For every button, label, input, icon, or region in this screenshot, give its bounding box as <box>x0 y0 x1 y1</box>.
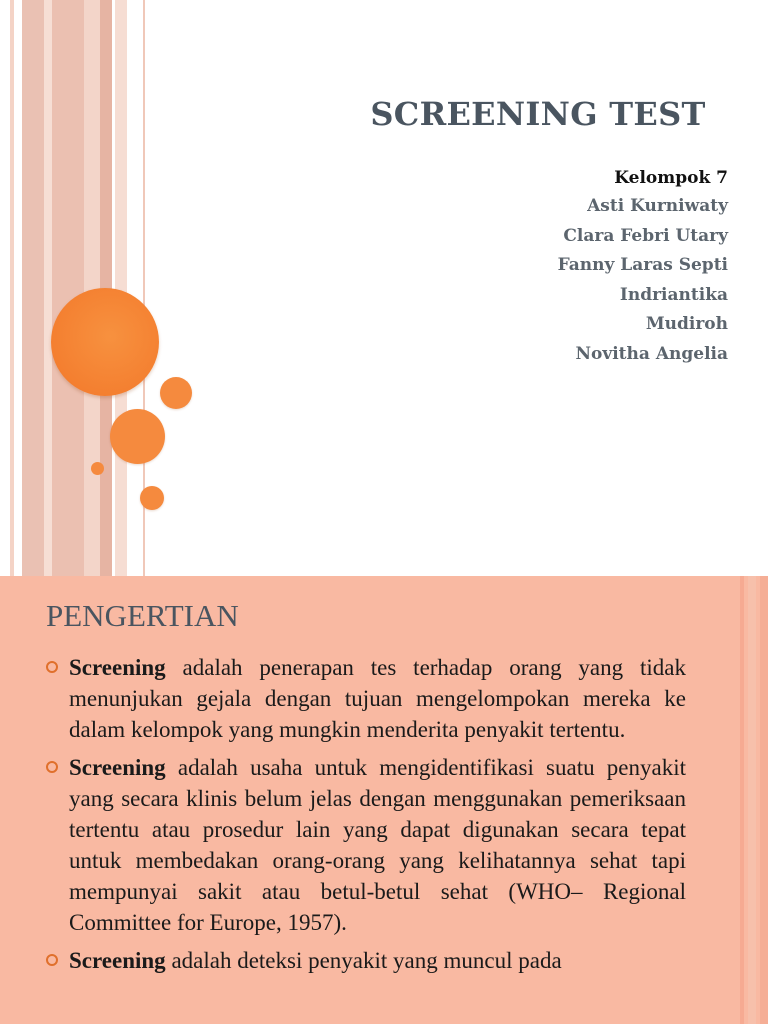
bullet-item <box>46 752 686 938</box>
ring-bullet-icon <box>46 954 58 966</box>
decorative-stripe <box>10 0 14 576</box>
decorative-circle <box>140 486 164 510</box>
bullet-lead-term: Screening <box>69 655 166 680</box>
decorative-circle-small <box>91 462 104 475</box>
bullet-list <box>46 652 686 983</box>
decorative-stripe <box>52 0 84 576</box>
bullet-text: adalah penerapan tes terhadap orang yang tidak menunjukan gejala dengan tujuan mengelompokan mereka ke dalam kelompok yang mungkin menderita penyakit tertentu. <box>69 655 686 742</box>
group-name: Kelompok 7 <box>614 168 728 188</box>
bullet-lead-term: Screening <box>69 755 166 780</box>
slide-title: SCREENING TEST <box>370 95 706 133</box>
bullet-text: adalah deteksi penyakit yang muncul pada <box>165 948 562 973</box>
decorative-circle <box>160 377 192 409</box>
slide-heading: PENGERTIAN <box>46 598 239 633</box>
bullet-item <box>46 945 686 976</box>
member-name: Indriantika <box>619 284 728 305</box>
decorative-stripe <box>44 0 52 576</box>
bullet-text: adalah usaha untuk mengidentifikasi suatu penyakit yang secara klinis belum jelas dengan menggunakan pemeriksaan tertentu atau prosedur lain yang dapat digunakan secara tepat untuk membedakan orang-orang yang kelihatannya sehat tapi mempunyai sakit atau betul-betul sehat (WHO– Regional Committee for Europe, 1957). <box>69 755 686 935</box>
member-name: Mudiroh <box>645 314 728 334</box>
definition-slide <box>0 576 768 1024</box>
decorative-circle-large <box>51 288 159 396</box>
member-name: Novitha Angelia <box>575 343 728 364</box>
ring-bullet-icon <box>46 661 58 673</box>
bullet-lead-term: Screening <box>69 948 166 973</box>
decorative-stripe <box>740 576 744 1024</box>
bullet-item <box>46 652 686 745</box>
decorative-stripe <box>22 0 44 576</box>
decorative-stripe <box>760 576 768 1024</box>
member-name: Asti Kurniwaty <box>587 196 728 216</box>
decorative-stripe <box>748 576 756 1024</box>
member-name: Fanny Laras Septi <box>557 255 728 275</box>
ring-bullet-icon <box>46 761 58 773</box>
decorative-circle-medium <box>110 409 165 464</box>
member-name: Clara Febri Utary <box>563 225 728 246</box>
decorative-stripe <box>115 0 127 576</box>
author-list <box>558 164 728 369</box>
